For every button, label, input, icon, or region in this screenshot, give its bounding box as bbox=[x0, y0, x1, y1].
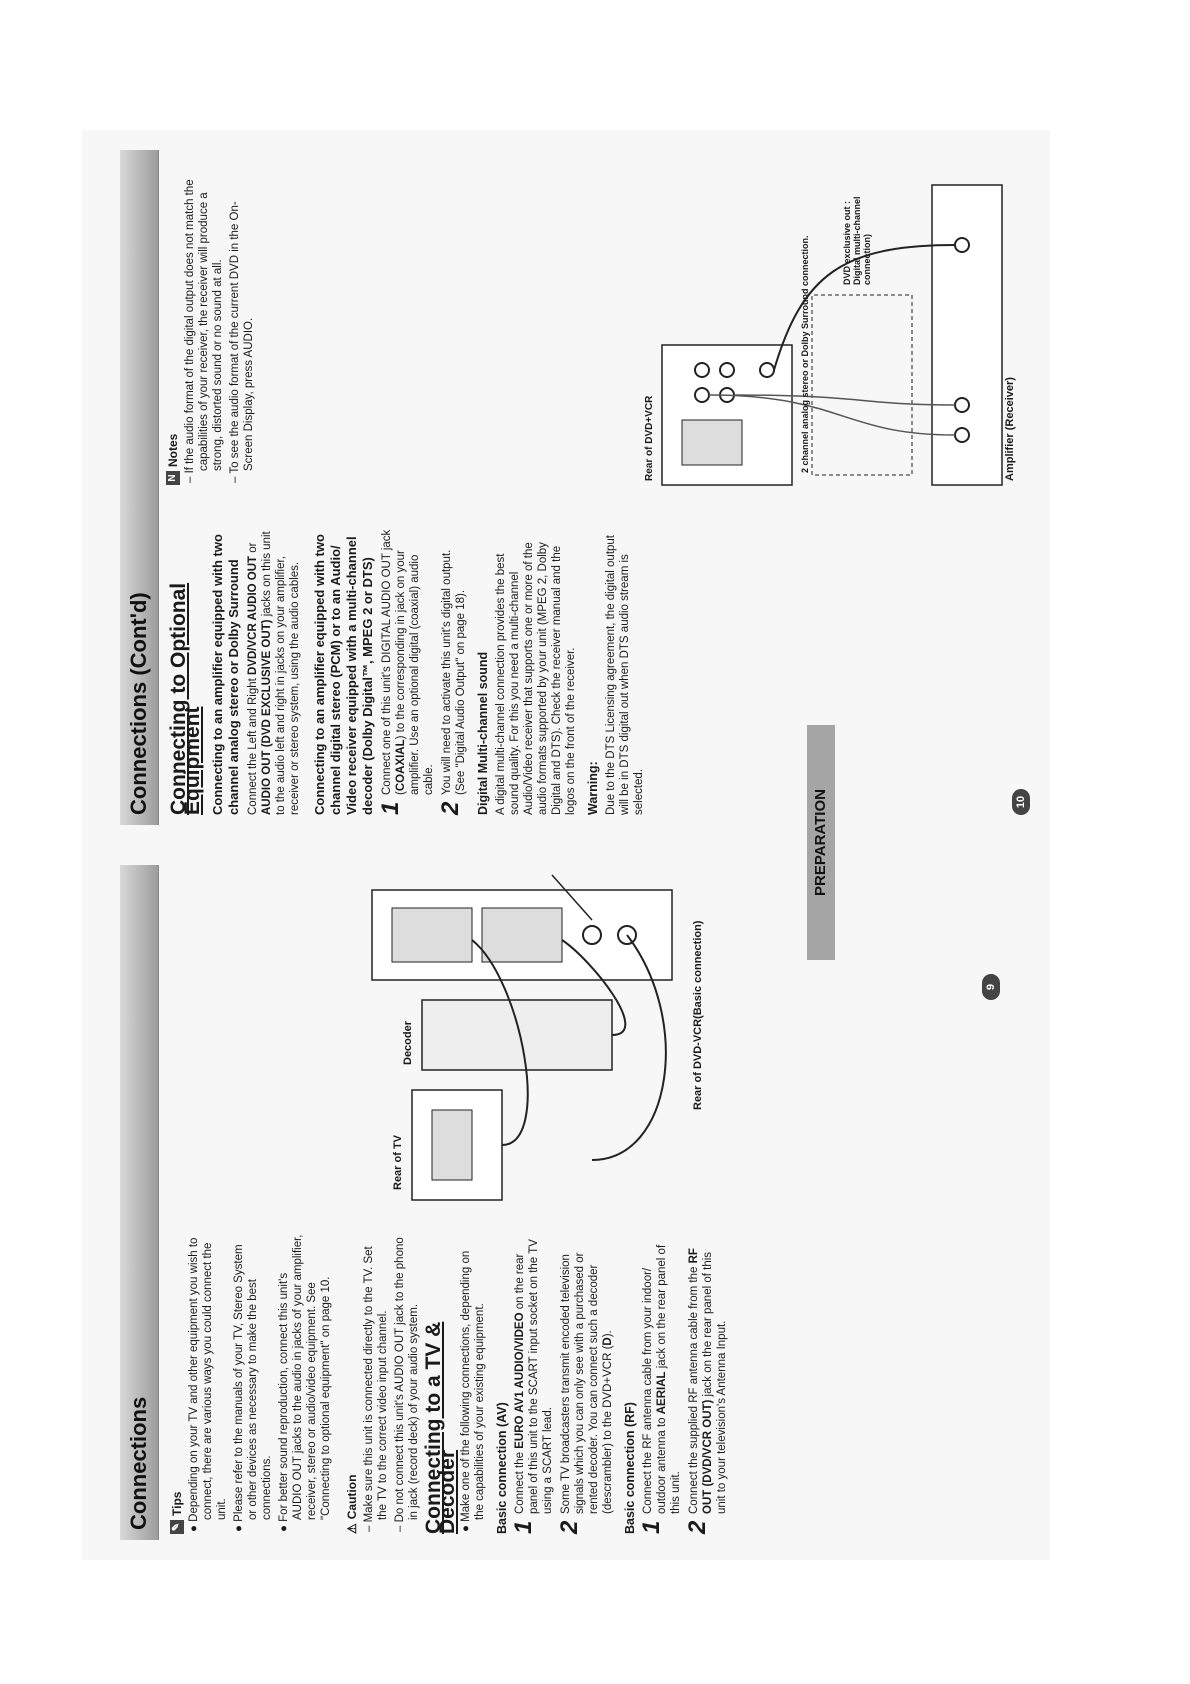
caution-label: ⚠ Caution bbox=[345, 1474, 359, 1534]
rear-of-dvd-vcr-label: Rear of DVD+VCR bbox=[644, 395, 655, 481]
coaxial-out-jack bbox=[760, 363, 774, 377]
aerial-jack bbox=[583, 926, 601, 944]
warning-text: Due to the DTS Licensing agreement, the digital output will be in DTS digital out when DTS audio stream is selected. bbox=[605, 534, 645, 815]
left-page-number: 9 bbox=[982, 974, 1000, 1000]
caution-item: – Make sure this unit is connected directly to the TV. Set the TV to the correct video input channel. bbox=[363, 1246, 389, 1532]
amplifier-diagram-svg bbox=[642, 165, 1022, 495]
amp-audio-in-left-jack bbox=[955, 428, 969, 442]
dvd-exclusive-label: DVD exclusive out : Digital multi-channel connection) bbox=[842, 196, 872, 285]
warning-title: Warning: bbox=[586, 761, 600, 815]
sub1-title: Connecting to an amplifier equipped with two channel analog stereo or Dolby Surround bbox=[210, 534, 241, 815]
left-header-bar bbox=[120, 865, 159, 1540]
tv-decoder-diagram bbox=[172, 860, 732, 1220]
left-page bbox=[82, 789, 1050, 1560]
rf-step-1: 1 Connect the RF antenna cable from your indoor/ outdoor antenna to AERIAL jack on the rear panel of this unit. bbox=[638, 1244, 682, 1534]
rf-step-2: 2 Connect the supplied RF antenna cable from the RF OUT (DVD/VCR OUT) jack on the rear panel of this unit to your television's Antenna Input. bbox=[684, 1248, 728, 1534]
av-step-2: 2 Some TV broadcasters transmit encoded television signals which you can only see with a purchased or rented decoder. You can connect such a decoder (descrambler) to the DVD+VCR (D). bbox=[556, 1252, 614, 1534]
note-item: – If the audio format of the digital output does not match the capabilities of your receiver, the receiver will produce a strong, distorted sound or no sound at all. bbox=[184, 179, 224, 483]
sub2-title: Connecting to an amplifier equipped with two channel digital stereo (PCM) or to an Audio/ Video receiver equipped with a multi-channel decoder (Dolby Digital™, MPEG 2 or DTS) bbox=[312, 534, 375, 815]
section-title-optional: Connecting to Optional Equipment bbox=[167, 582, 204, 815]
caution-item: – Do not connect this unit's AUDIO OUT jack to the phono in jack (record deck) of your audio system. bbox=[394, 1237, 420, 1532]
section-title-tv-decoder: Connecting to a TV & Decoder bbox=[422, 1321, 459, 1534]
basic-av-title: Basic connection (AV) bbox=[495, 1402, 509, 1534]
right-header-bar bbox=[120, 150, 159, 825]
rear-of-dvd-label: Rear of DVD-VCR(Basic connection) bbox=[692, 920, 704, 1110]
digital-multichannel-text: A digital multi-channel connection provides the best sound quality. For this you need a multi-channel Audio/Video receiver that supports one or more of the audio formats supported by your unit (MPEG 2, Dolby Digital and DTS). Check the receiver manual and the logos on the front of the receiver. bbox=[495, 542, 577, 815]
notes-block bbox=[166, 165, 259, 485]
digital-multichannel-title: Digital Multi-channel sound bbox=[476, 651, 490, 815]
amplifier-diagram bbox=[642, 165, 1022, 495]
dvd-scart-2 bbox=[482, 908, 562, 962]
decoder-box bbox=[422, 1000, 612, 1070]
analog-connection-box bbox=[812, 295, 912, 475]
note-item: – To see the audio format of the current DVD in the On-Screen Display, press AUDIO. bbox=[229, 201, 255, 483]
right-page-number: 10 bbox=[1012, 789, 1030, 815]
preparation-tab: PREPARATION bbox=[807, 725, 835, 960]
basic-rf-title: Basic connection (RF) bbox=[623, 1402, 637, 1534]
left-header-title: Connections bbox=[126, 1396, 151, 1530]
rotated-spread bbox=[82, 130, 1050, 1560]
tv-scart-socket bbox=[432, 1110, 472, 1180]
amplifier-label: Amplifier (Receiver) bbox=[1004, 377, 1016, 481]
amp-audio-in-right-jack bbox=[955, 398, 969, 412]
section-intro: ● Make one of the following connections, depending on the capabilities of your existing equipment. bbox=[460, 1250, 486, 1532]
rear-of-tv-label: Rear of TV bbox=[392, 1134, 404, 1190]
tips-icon: ✎ bbox=[170, 1520, 184, 1534]
decoder-label: Decoder bbox=[402, 1020, 414, 1065]
tip-item: ● For better sound reproduction, connect this unit's AUDIO OUT jacks to the audio in jacks of your amplifier, receiver, stereo or audio/video equipment. See "Connecting to optional equipment" on page 10. bbox=[278, 1234, 332, 1532]
tip-item: ● Please refer to the manuals of your TV, Stereo System or other devices as necessary to make the best connections. bbox=[233, 1244, 273, 1532]
left-text-column bbox=[170, 1234, 733, 1534]
tips-label: ✎ Tips bbox=[170, 1234, 184, 1534]
dvd-scart-1 bbox=[392, 908, 472, 962]
right-text-column bbox=[166, 525, 646, 815]
tip-item: ● Depending on your TV and other equipment you wish to connect, there are various ways you could connect the unit. bbox=[188, 1237, 228, 1532]
right-page bbox=[82, 130, 1050, 845]
two-channel-label: 2 channel analog stereo or Dolby Surround connection. bbox=[800, 235, 810, 473]
tv-decoder-diagram-svg bbox=[172, 860, 732, 1220]
digital-step-1: 1 Connect one of this unit's DIGITAL AUDIO OUT jack (COAXIAL) to the corresponding in jack on your amplifier. Use an optional digital (coaxial) audio cable. bbox=[377, 529, 435, 815]
audio-out-left-jack bbox=[695, 388, 709, 402]
digital-step-2: 2 You will need to activate this unit's digital output. (See "Digital Audio Output" on page 18). bbox=[437, 549, 467, 815]
sub1-text: Connect the Left and Right DVD/VCR AUDIO OUT or AUDIO OUT (DVD EXCLUSIVE OUT) jacks on this unit to the audio left and right in jacks on your amplifier, receiver or stereo system, using the audio cables. bbox=[247, 531, 301, 815]
amp-coaxial-in-jack bbox=[955, 238, 969, 252]
dvd-exclusive-right-jack bbox=[720, 363, 734, 377]
right-header-title: Connections (Cont'd) bbox=[126, 592, 151, 815]
notes-label: N Notes bbox=[166, 165, 180, 485]
notes-icon: N bbox=[166, 471, 180, 485]
dvd-exclusive-left-jack bbox=[695, 363, 709, 377]
av-step-1: 1 Connect the EURO AV1 AUDIO/VIDEO on the rear panel of this unit to the SCART input socket on the TV using a SCART lead. bbox=[510, 1239, 554, 1534]
caution-icon: ⚠ bbox=[345, 1523, 359, 1534]
dvd-vcr-scart bbox=[682, 420, 742, 465]
